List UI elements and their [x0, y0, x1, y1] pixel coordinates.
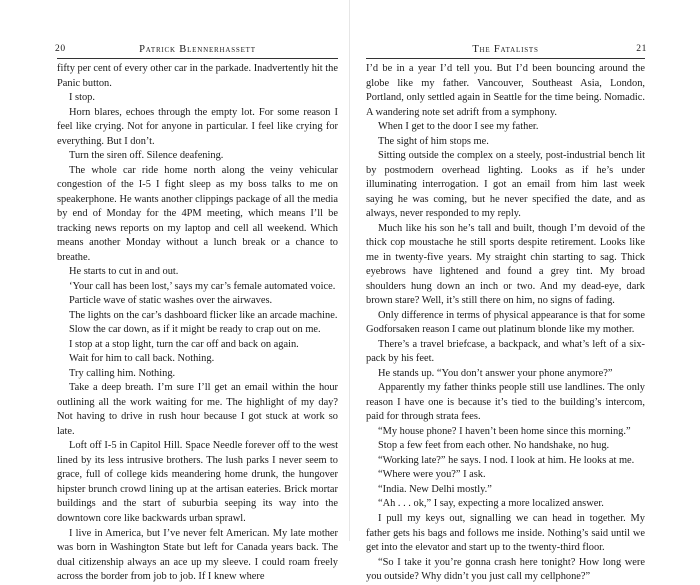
paragraph: Particle wave of static washes over the airwaves.	[69, 295, 273, 307]
paragraph: Turn the siren off. Silence deafening.	[69, 150, 224, 162]
right-running-head-title: The Fatalists	[472, 44, 539, 55]
paragraph: Much like his son he’s tall and built, though I’m devoid of the thick cop moustache he still sports despite retirement. Looks like me in twenty-five years. My straight chin starting to sag. Thick eyebrows have lightened and found a grey tint. My broad shoulders hung down an inch or two. And my dead-eye, dark brown stare? Well, it’s still there on him, no signs of fading.	[366, 222, 645, 307]
paragraph: I stop.	[69, 92, 95, 104]
paragraph: Stop a few feet from each other. No handshake, no hug.	[378, 440, 610, 452]
left-running-head	[57, 44, 338, 59]
paragraph: The whole car ride home north along the veiny vehicular congestion of the I-5 I fight sleep as my boss talks to me on speakerphone. He wants another clippings package of all the media by end of Monday for the 4PM meeting, which means I’ll be tracking news reports on my laptop and cell all weekend. Which means another Monday without a lunch break or a chance to breathe.	[57, 164, 338, 263]
paragraph: Only difference in terms of physical appearance is that for some Godforsaken reason I came out platinum blonde like my mother.	[366, 309, 645, 336]
paragraph: Wait for him to call back. Nothing.	[69, 353, 215, 365]
paragraph: “Where were you?” I ask.	[378, 469, 486, 481]
left-running-head-title: Patrick Blennerhassett	[139, 44, 256, 55]
paragraph: I pull my keys out, signalling we can head in together. My father gets his bags and follows me inside. Nothing’s said until we get into the elevator and start up to the twenty-third floor.	[366, 512, 645, 554]
right-running-head	[366, 44, 645, 59]
paragraph: The sight of him stops me.	[378, 135, 489, 147]
paragraph: Sitting outside the complex on a steely, post-industrial bench lit by postmodern overhead lighting. Looks as if he’s under illuminating interrogation. I got an email from him last week saying he was coming, but he never specified the date, and as always, never responded to my reply.	[366, 150, 645, 220]
paragraph: “My house phone? I haven’t been home since this morning.”	[378, 425, 631, 437]
paragraph: I stop at a stop light, turn the car off and back on again.	[69, 338, 299, 350]
paragraph: Loft off I-5 in Capitol Hill. Space Needle forever off to the west lined by its less intrusive brothers. The lush parks I never seem to grace, full of college kids meandering home drunk, the hungover hipster brunch crowd lining up at the artisan eateries. Brick mortar buildings and the start of suburbia seeping its way into the downtown core like backwards urban sprawl.	[57, 440, 338, 524]
paragraph: There’s a travel briefcase, a backpack, and what’s left of a six-pack by his feet.	[366, 338, 645, 365]
paragraph: Take a deep breath. I’m sure I’ll get an email within the hour outlining all the work waiting for me. The highlight of my day? Not having to drive in rush hour because I got stuck at work so late.	[57, 382, 338, 437]
paragraph: I live in America, but I’ve never felt American. My late mother was born in Washington State but left for Canada years back. The dual citizenship always an ace up my sleeve. I could roam freely across the border from job to job. If I knew where	[57, 527, 338, 583]
paragraph: “So I take it you’re gonna crash here tonight? How long were you outside? Why didn’t you just call my cellphone?”	[366, 556, 645, 583]
paragraph: “Working late?” he says. I nod. I look at him. He looks at me.	[378, 454, 635, 466]
paragraph: Horn blares, echoes through the empty lot. For some reason I feel like crying. Not for anyone in particular. I feel like crying for everything. But I don’t.	[57, 106, 338, 147]
right-page-body	[366, 62, 645, 585]
left-page-number: 20	[55, 44, 66, 54]
left-page	[0, 0, 350, 583]
paragraph: Apparently my father thinks people still use landlines. The only reason I have one is because it’s tied to the building’s intercom, paid for through strata fees.	[366, 382, 645, 423]
paragraph: fifty per cent of every other car in the parkade. Inadvertently hit the Panic button.	[57, 63, 338, 89]
paragraph: “Ah . . . ok,” I say, expecting a more localized answer.	[378, 498, 604, 510]
paragraph: “India. New Delhi mostly.”	[378, 483, 492, 495]
paragraph: Slow the car down, as if it might be ready to crap out on me.	[69, 324, 321, 336]
paragraph: When I get to the door I see my father.	[378, 121, 539, 133]
right-page	[350, 0, 700, 583]
left-page-body	[57, 62, 338, 585]
paragraph: He starts to cut in and out.	[69, 266, 179, 278]
right-page-number: 21	[636, 44, 647, 54]
paragraph: I’d be in a year I’d tell you. But I’d been bouncing around the globe like my father. Vancouver, Southeast Asia, London, Portland, only settled again in Seattle for the time being. Nomadic. A wandering note set adrift from a symphony.	[366, 63, 645, 118]
paragraph: Try calling him. Nothing.	[69, 367, 176, 379]
paragraph: The lights on the car’s dashboard flicker like an arcade machine.	[69, 309, 338, 321]
paragraph: ‘Your call has been lost,’ says my car’s female automated voice.	[69, 280, 336, 292]
paragraph: He stands up. “You don’t answer your phone anymore?”	[378, 367, 613, 379]
